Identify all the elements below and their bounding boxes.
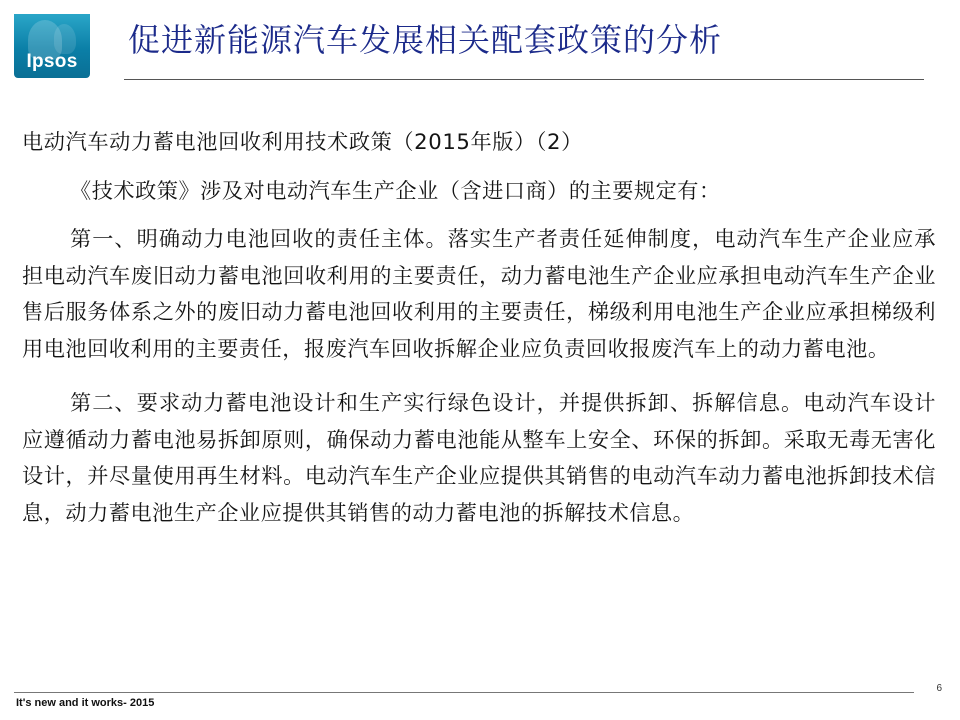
page-title: 促进新能源汽车发展相关配套政策的分析 bbox=[128, 21, 723, 59]
footer-divider bbox=[14, 692, 914, 693]
slide-content bbox=[22, 124, 936, 531]
intro-paragraph: 《技术政策》涉及对电动汽车生产企业（含进口商）的主要规定有： bbox=[70, 177, 721, 203]
ipsos-logo bbox=[14, 14, 90, 78]
logo-text: Ipsos bbox=[26, 51, 78, 72]
body-paragraph-1: 第一、明确动力电池回收的责任主体。落实生产者责任延伸制度，电动汽车生产企业应承担电动汽车废旧动力蓄电池回收利用的主要责任，动力蓄电池生产企业应承担电动汽车生产企业售后服务体系之外的废旧动力蓄电池回收利用的主要责任，梯级利用电池生产企业应承担梯级利用电池回收利用的主要责任，报废汽车回收拆解企业应负责回收报废汽车上的动力蓄电池。 bbox=[22, 226, 936, 361]
logo-head-silhouette-secondary bbox=[54, 24, 76, 54]
body-paragraph-2: 第二、要求动力蓄电池设计和生产实行绿色设计，并提供拆卸、拆解信息。电动汽车设计应遵循动力蓄电池易拆卸原则，确保动力蓄电池能从整车上安全、环保的拆卸。采取无毒无害化设计，并尽量使用再生材料。电动汽车生产企业应提供其销售的电动汽车动力蓄电池拆卸技术信息，动力蓄电池生产企业应提供其销售的动力蓄电池的拆解技术信息。 bbox=[22, 390, 936, 525]
footer-tagline: It's new and it works- 2015 bbox=[16, 697, 155, 709]
title-divider bbox=[124, 79, 924, 80]
section-subtitle: 电动汽车动力蓄电池回收利用技术政策（2015年版）（2） bbox=[22, 129, 583, 154]
page-number: 6 bbox=[936, 683, 942, 694]
